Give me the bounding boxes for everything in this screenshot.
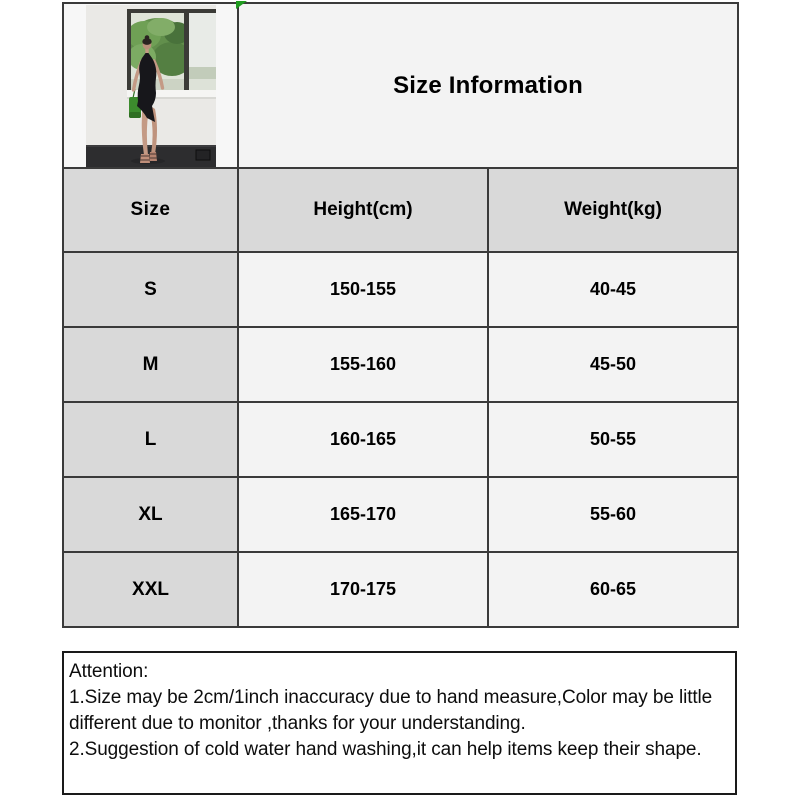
size-label-cell: M — [63, 327, 238, 402]
size-row-xl — [63, 477, 738, 552]
weight-value-cell: 45-50 — [488, 327, 738, 402]
size-label-cell: XL — [63, 477, 238, 552]
photo-title-row — [63, 3, 738, 168]
height-value-cell: 170-175 — [238, 552, 488, 627]
weight-value-cell: 55-60 — [488, 477, 738, 552]
product-photo-cell — [63, 3, 238, 168]
size-table — [62, 2, 739, 628]
column-header-height: Height(cm) — [238, 168, 488, 252]
green-corner-marker-icon — [236, 1, 247, 9]
weight-value-cell: 60-65 — [488, 552, 738, 627]
size-row-l — [63, 402, 738, 477]
attention-line-1: 1.Size may be 2cm/1inch inaccuracy due to hand measure,Color may be little — [69, 687, 713, 708]
attention-note — [62, 651, 737, 795]
size-label-cell: L — [63, 402, 238, 477]
column-header-row — [63, 168, 738, 252]
height-value-cell: 165-170 — [238, 477, 488, 552]
height-value-cell: 155-160 — [238, 327, 488, 402]
column-header-weight: Weight(kg) — [488, 168, 738, 252]
size-information-title-text: Size Information — [393, 71, 583, 99]
size-label-cell: S — [63, 252, 238, 327]
height-value-cell: 160-165 — [238, 402, 488, 477]
attention-lines — [69, 685, 729, 763]
size-label-cell: XXL — [63, 552, 238, 627]
size-row-s — [63, 252, 738, 327]
size-row-m — [63, 327, 738, 402]
attention-heading: Attention: — [69, 661, 149, 682]
weight-value-cell: 50-55 — [488, 402, 738, 477]
attention-line-2: different due to monitor ,thanks for your understanding. — [69, 713, 526, 734]
weight-value-cell: 40-45 — [488, 252, 738, 327]
column-header-size: Size — [63, 168, 238, 252]
size-row-xxl — [63, 552, 738, 627]
attention-line-3: 2.Suggestion of cold water hand washing,it can help items keep their shape. — [69, 739, 702, 760]
height-value-cell: 150-155 — [238, 252, 488, 327]
size-information-title — [238, 3, 738, 168]
product-photo — [86, 5, 216, 167]
size-table-body — [63, 252, 738, 627]
